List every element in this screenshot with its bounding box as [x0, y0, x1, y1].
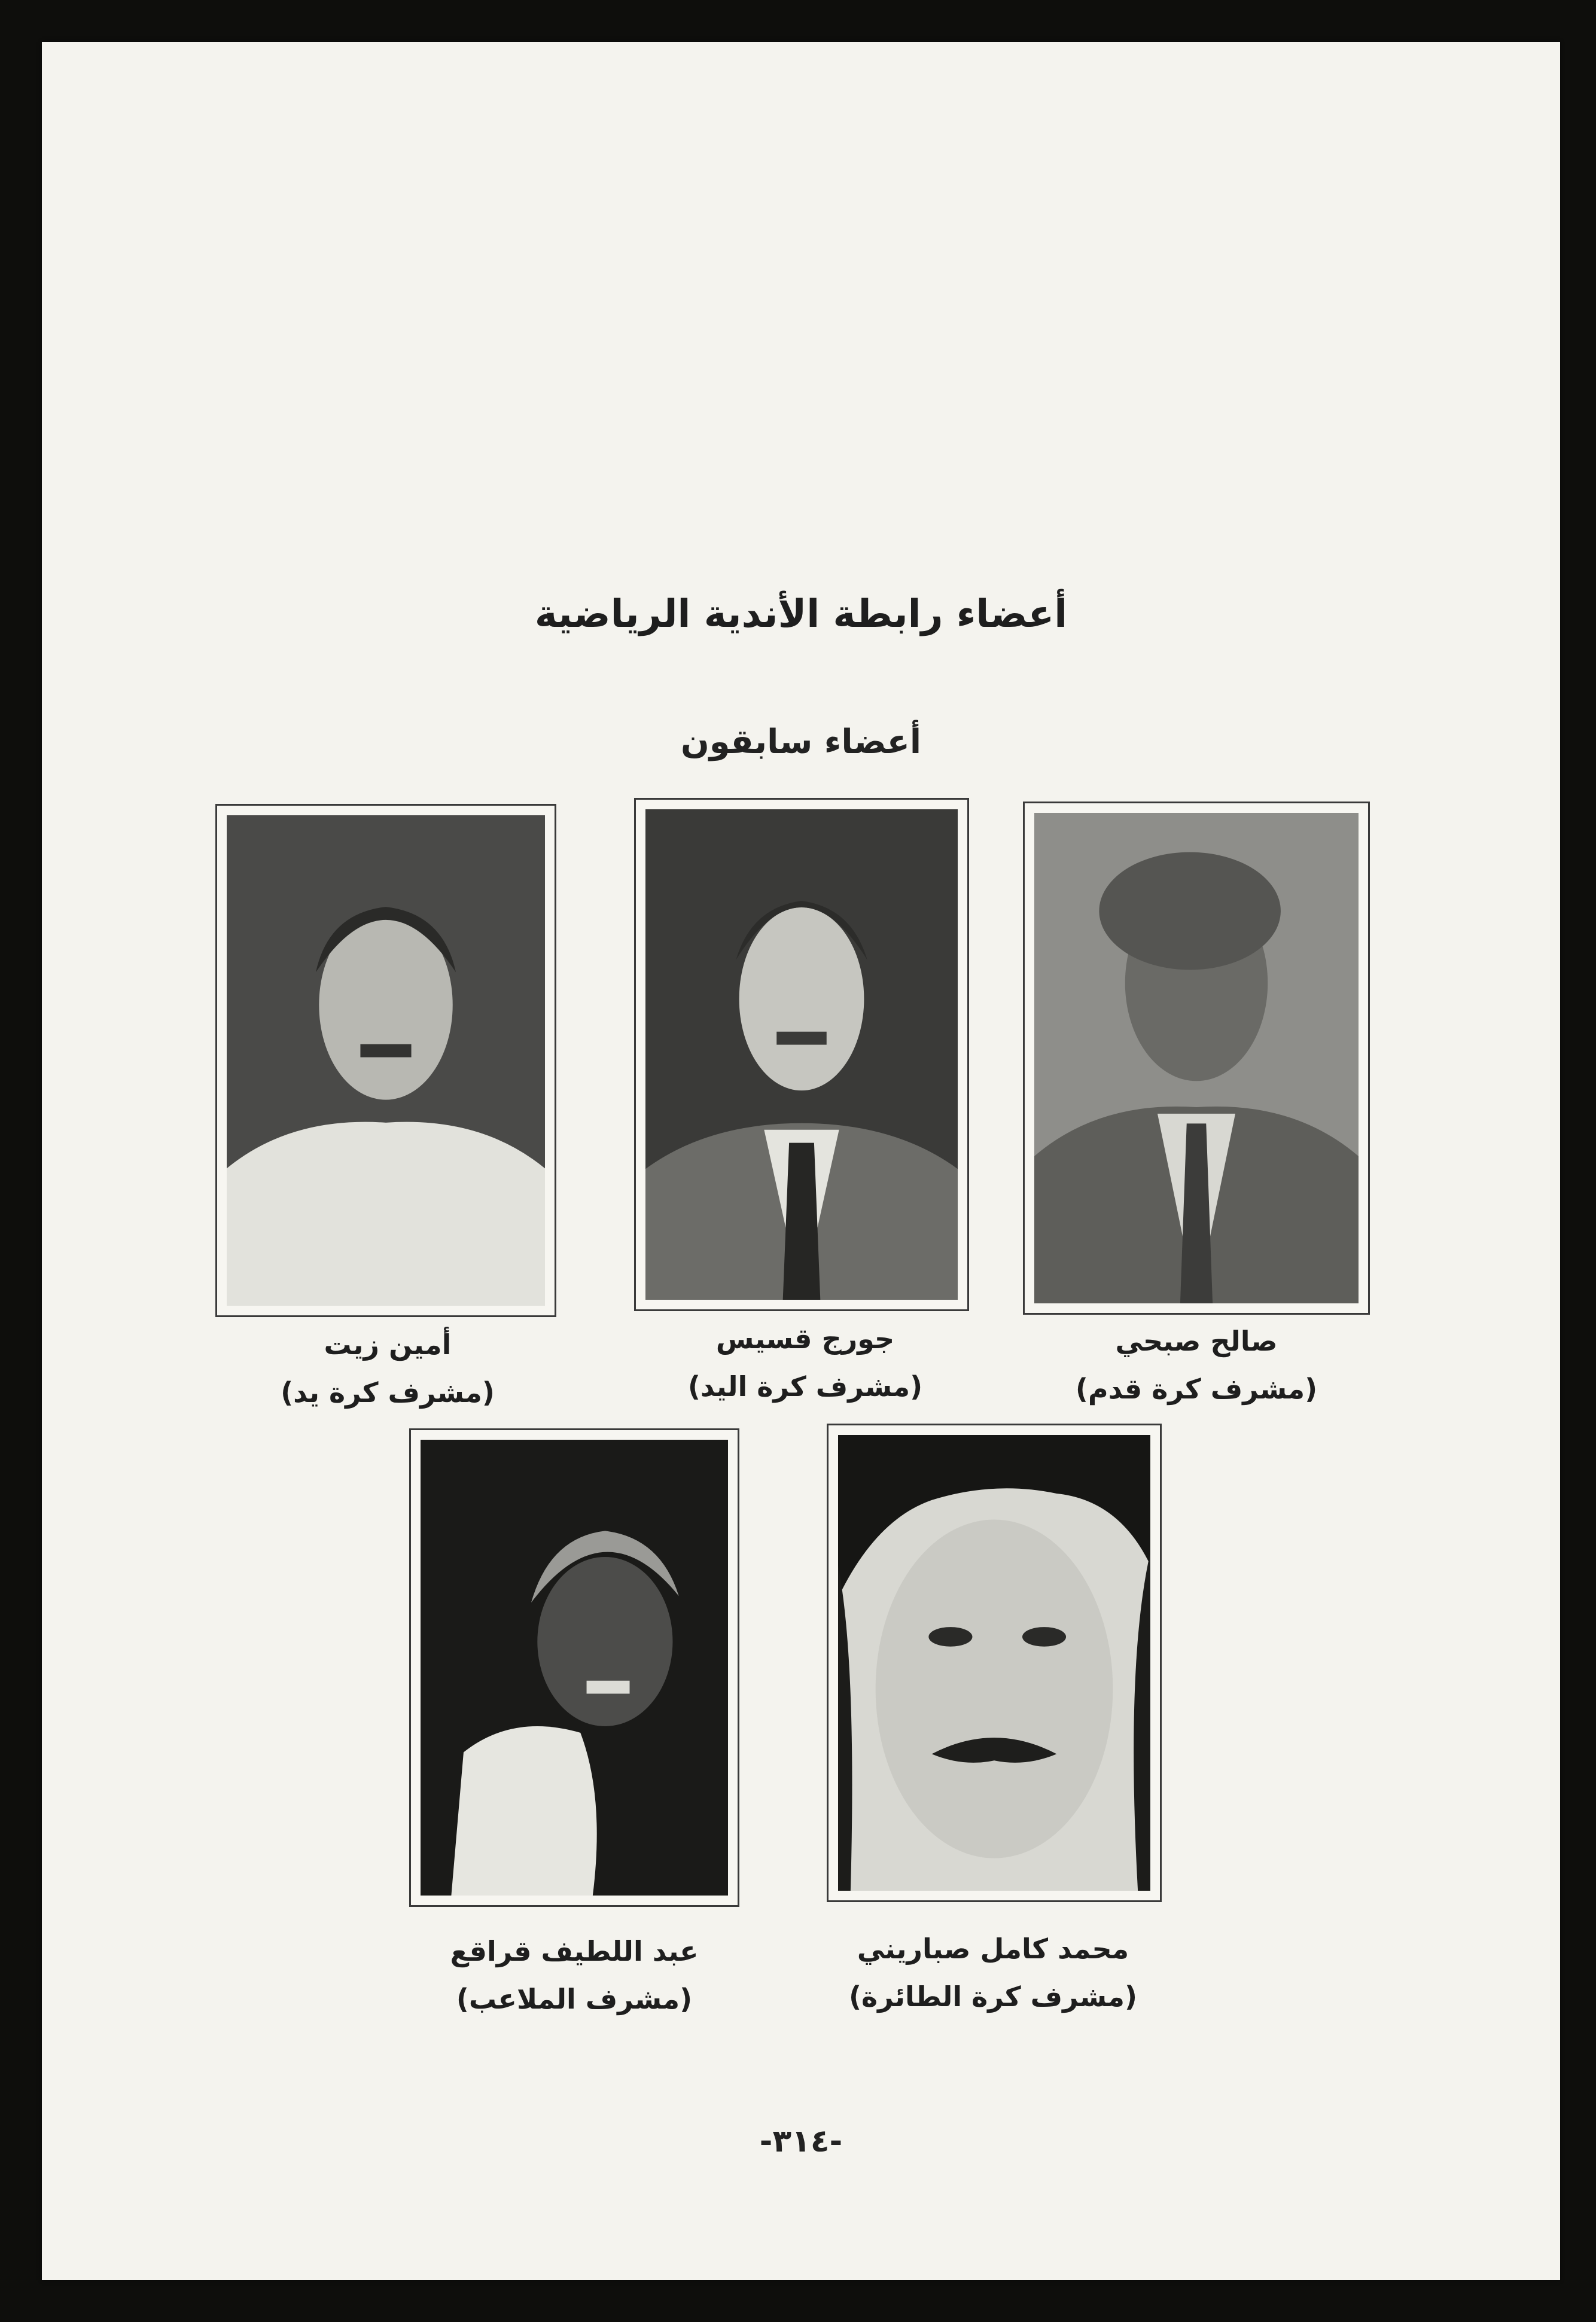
portrait-image: [227, 815, 545, 1306]
page-number: -٣١٤-: [759, 2123, 843, 2159]
member-role: (مشرف الملاعب): [456, 1983, 693, 2015]
portrait-image: [1034, 813, 1359, 1303]
member-name: جورج قسيس: [715, 1322, 895, 1355]
member-caption-4: [784, 1925, 1202, 2021]
page-title: أعضاء رابطة الأندية الرياضية: [534, 592, 1068, 636]
member-photo-2: [634, 798, 969, 1311]
member-caption-3: [178, 1321, 597, 1416]
member-role: (مشرف كرة الطائرة): [848, 1980, 1138, 2013]
member-photo-3: [215, 804, 556, 1317]
member-role: (مشرف كرة قدم): [1075, 1373, 1318, 1405]
portrait-image: [838, 1435, 1150, 1891]
document-page: [42, 42, 1560, 2280]
portrait-image: [645, 809, 958, 1300]
member-name: أمين زيت: [324, 1328, 452, 1361]
member-name: محمد كامل صباريني: [857, 1933, 1129, 1965]
member-name: عبد اللطيف قراقع: [450, 1935, 699, 1967]
member-name: صالح صبحي: [1115, 1325, 1278, 1357]
portrait-image: [421, 1440, 728, 1896]
member-role: (مشرف كرة اليد): [687, 1370, 923, 1403]
member-photo-4: [827, 1424, 1162, 1902]
member-caption-2: [596, 1315, 1015, 1410]
member-photo-1: [1023, 802, 1370, 1315]
member-caption-1: [987, 1317, 1406, 1413]
member-photo-5: [409, 1428, 739, 1907]
member-role: (مشرف كرة يد): [281, 1376, 495, 1409]
member-caption-5: [365, 1927, 784, 2023]
page-subtitle: أعضاء سابقون: [680, 723, 922, 761]
